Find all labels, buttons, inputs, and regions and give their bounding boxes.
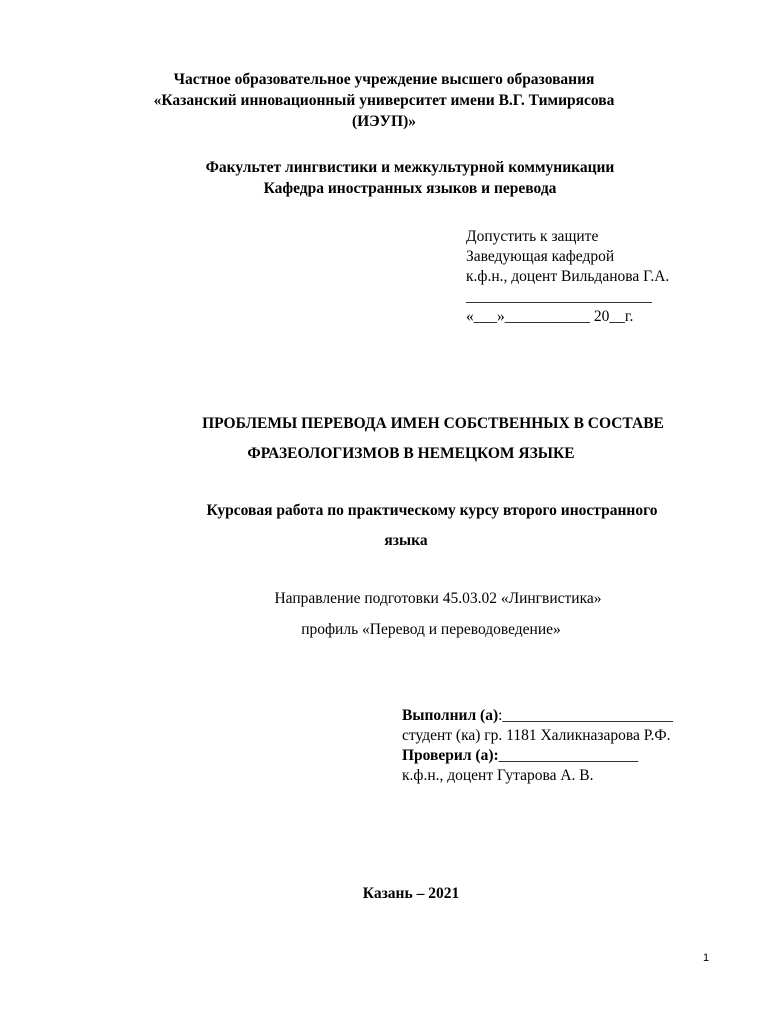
institution-line-3: (ИЭУП)» xyxy=(351,113,417,130)
approval-head: Заведующая кафедрой xyxy=(466,248,615,265)
city-year: Казань – 2021 xyxy=(362,885,460,902)
direction-line-2: профиль «Перевод и переводоведение» xyxy=(301,621,561,638)
approval-head-name: к.ф.н., доцент Вильданова Г.А. xyxy=(466,268,670,285)
performed-by-blank: :______________________ xyxy=(498,707,673,724)
approval-admit: Допустить к защите xyxy=(466,228,599,245)
page-number: 1 xyxy=(703,952,710,964)
student-name: студент (ка) гр. 1181 Халикназарова Р.Ф. xyxy=(402,727,671,744)
performed-by-row xyxy=(402,707,673,725)
approval-signature-line: ________________________ xyxy=(466,288,652,305)
supervisor-name: к.ф.н., доцент Гутарова А. В. xyxy=(402,767,594,784)
department-name: Кафедра иностранных языков и перевода xyxy=(263,180,557,197)
performed-by-label: Выполнил (а) xyxy=(402,707,499,724)
work-type-line-2: языка xyxy=(384,532,428,549)
checked-by-blank: __________________ xyxy=(498,747,639,764)
checked-by-label: Проверил (а): xyxy=(402,747,499,764)
approval-date-line: «___»___________ 20__г. xyxy=(466,308,634,325)
institution-line-2: «Казанский инновационный университет имени В.Г. Тимирясова xyxy=(153,92,615,109)
checked-by-row xyxy=(402,747,638,765)
work-type-line-1: Курсовая работа по практическому курсу второго иностранного xyxy=(206,502,658,519)
faculty-name: Факультет лингвистики и межкультурной коммуникации xyxy=(205,159,615,176)
direction-line-1: Направление подготовки 45.03.02 «Лингвистика» xyxy=(274,590,602,607)
work-title-line-2: ФРАЗЕОЛОГИЗМОВ В НЕМЕЦКОМ ЯЗЫКЕ xyxy=(247,445,575,462)
work-title-line-1: ПРОБЛЕМЫ ПЕРЕВОДА ИМЕН СОБСТВЕННЫХ В СОСТАВЕ xyxy=(202,415,664,432)
institution-line-1: Частное образовательное учреждение высшего образования xyxy=(173,71,595,88)
